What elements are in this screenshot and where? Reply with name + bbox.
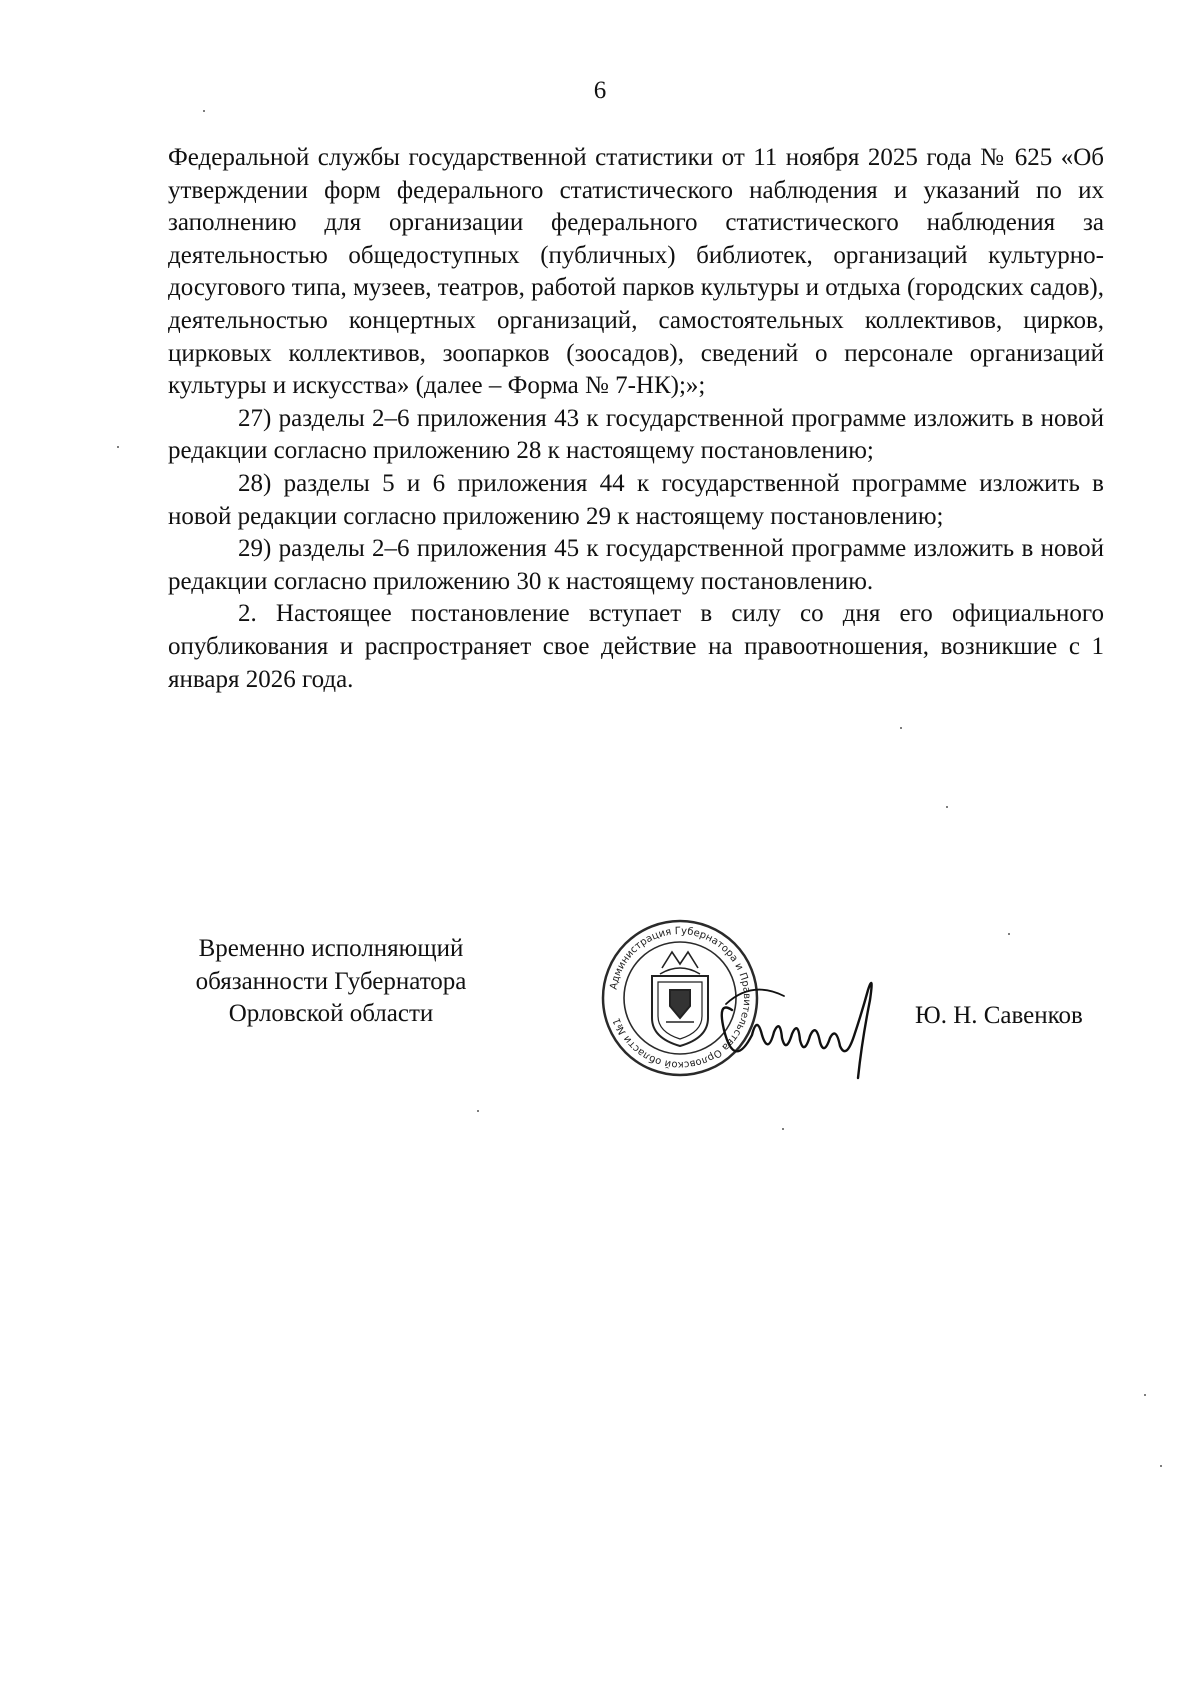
document-body [168,142,1104,696]
scan-speck [203,110,205,112]
paragraph-item-28: 28) разделы 5 и 6 приложения 44 к государственной программе изложить в новой редакции согласно приложению 29 к настоящему постановлению; [168,469,1104,530]
position-line: Временно исполняющий [198,935,464,962]
signer-name: Ю. Н. Савенков [915,1002,1083,1029]
scan-speck [1144,1394,1146,1396]
scan-speck [1160,1465,1162,1467]
paragraph-continuation: Федеральной службы государственной статистики от 11 ноября 2025 года № 625 «Об утверждении форм федерального статистического наблюдения и указаний по их заполнению для организации федерального статистического наблюдения за деятельностью общедоступных (публичных) библиотек, организаций культурно-досугового типа, музеев, театров, работой парков культуры и отдыха (городских садов), деятельностью концертных организаций, самостоятельных коллективов, цирков, цирковых коллективов, зоопарков (зоосадов), сведений о персонале организаций культуры и искусства» (далее – Форма № 7-НК);»; [168,144,1104,400]
scan-speck [1008,933,1010,935]
position-line: обязанности Губернатора [195,967,467,995]
handwritten-signature [712,960,912,1080]
page-number: 6 [593,77,607,104]
svg-text:Администрация Губернатора и Пр: Администрация Губернатора и Правительства Орловской области №1 [608,925,753,1071]
scan-speck [477,1110,479,1112]
paragraph-item-29: 29) разделы 2–6 приложения 45 к государственной программе изложить в новой редакции согласно приложению 30 к настоящему постановлению. [168,535,1104,595]
scan-speck [900,727,902,729]
scan-speck [782,1128,784,1130]
paragraph-effective-date: 2. Настоящее постановление вступает в силу со дня его официального опубликования и распространяет свое действие на правоотношения, возникшие с 1 января 2026 года. [168,600,1104,693]
paragraph-item-27: 27) разделы 2–6 приложения 43 к государственной программе изложить в новой редакции согласно приложению 28 к настоящему постановлению; [168,404,1104,465]
position-line: Орловской области [228,1000,434,1028]
scan-speck [117,446,119,448]
scan-speck [946,806,948,808]
coat-of-arms-icon [652,952,708,1046]
signatory-position [162,933,500,1031]
